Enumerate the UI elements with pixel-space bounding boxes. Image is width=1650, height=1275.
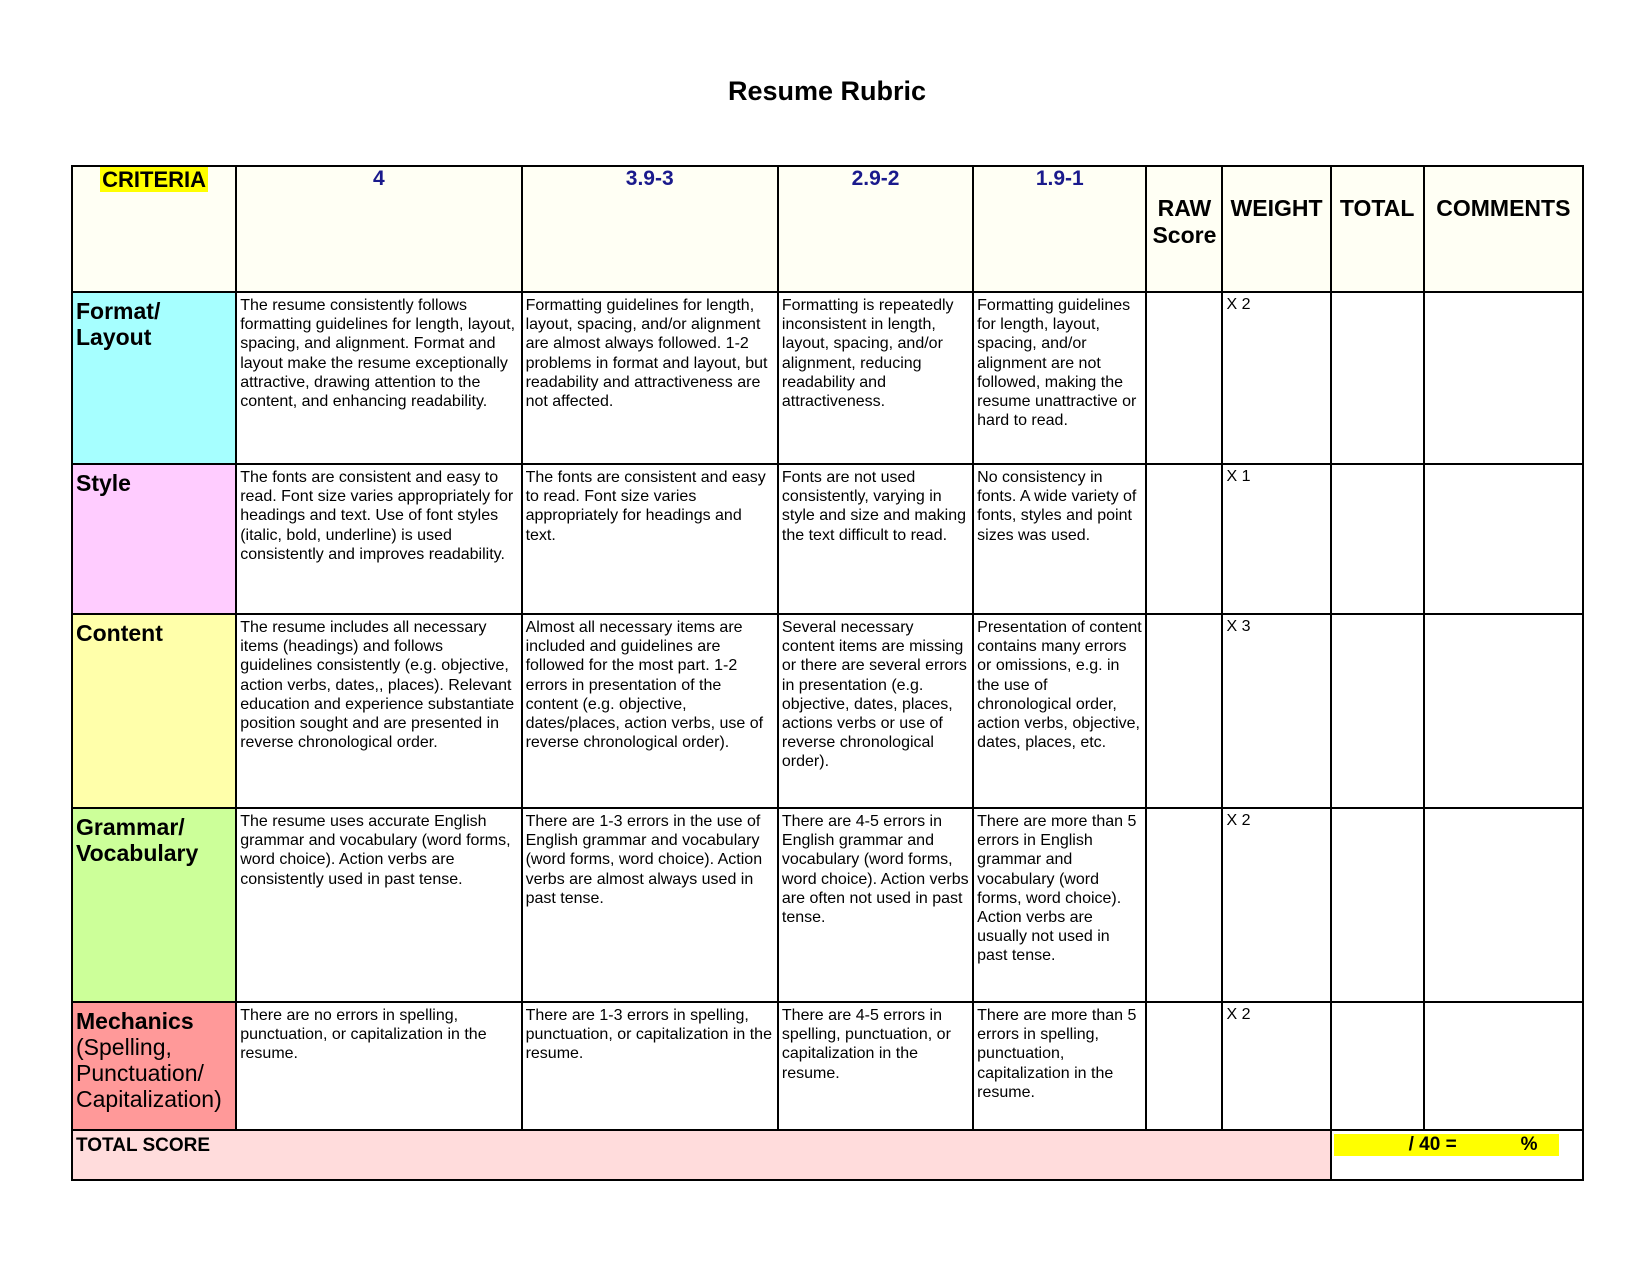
level-header-2: 2.9-2	[778, 166, 973, 292]
rubric-row-grammar	[72, 808, 1583, 1002]
description-cell: No consistency in fonts. A wide variety of fonts, styles and point sizes was used.	[973, 464, 1146, 614]
total-cell[interactable]	[1331, 464, 1424, 614]
criterion-mechanics: Mechanics (Spelling, Punctuation/ Capitalization)	[72, 1002, 236, 1130]
description-cell: Presentation of content contains many errors or omissions, e.g. in the use of chronological order, action verbs, objective, dates, places, etc.	[973, 614, 1146, 808]
description-cell: Several necessary content items are missing or there are several errors in presentation (e.g. objective, dates, places, actions verbs or use of reverse chronological order).	[778, 614, 973, 808]
comments-cell[interactable]	[1424, 1002, 1583, 1130]
rubric-row-content	[72, 614, 1583, 808]
comments-header: COMMENTS	[1424, 166, 1583, 292]
criterion-style: Style	[72, 464, 236, 614]
description-cell: The fonts are consistent and easy to read. Font size varies appropriately for headings and text. Use of font styles (italic, bold, underline) is used consistently and improves readability.	[236, 464, 521, 614]
criterion-grammar: Grammar/ Vocabulary	[72, 808, 236, 1002]
total-score-cell[interactable]	[1331, 1130, 1583, 1180]
total-score-percent: %	[1520, 1134, 1538, 1155]
total-cell[interactable]	[1331, 614, 1424, 808]
description-cell: Almost all necessary items are included and guidelines are followed for the most part. 1-2 errors in presentation of the content (e.g. objective, dates/places, action verbs, use of reverse chronological order).	[522, 614, 778, 808]
comments-cell[interactable]	[1424, 464, 1583, 614]
raw-score-cell[interactable]	[1146, 614, 1222, 808]
total-score-label: TOTAL SCORE	[72, 1130, 1331, 1180]
description-cell: The fonts are consistent and easy to read. Font size varies appropriately for headings and text.	[522, 464, 778, 614]
total-cell[interactable]	[1331, 808, 1424, 1002]
raw-score-cell[interactable]	[1146, 1002, 1222, 1130]
raw-score-header: RAW Score	[1146, 166, 1222, 292]
page-title: Resume Rubric	[727, 76, 927, 106]
description-cell: There are 1-3 errors in spelling, punctuation, or capitalization in the resume.	[522, 1002, 778, 1130]
criterion-content: Content	[72, 614, 236, 808]
description-cell: Formatting is repeatedly inconsistent in length, layout, spacing, and/or alignment, reducing readability and attractiveness.	[778, 292, 973, 464]
description-cell: There are 1-3 errors in the use of English grammar and vocabulary (word forms, word choice). Action verbs are almost always used in past tense.	[522, 808, 778, 1002]
level-header-4: 4	[236, 166, 521, 292]
rubric-table	[71, 165, 1584, 1181]
header-row	[72, 166, 1583, 292]
weight-header: WEIGHT	[1222, 166, 1330, 292]
weight-cell: X 1	[1222, 464, 1330, 614]
raw-score-cell[interactable]	[1146, 464, 1222, 614]
total-cell[interactable]	[1331, 292, 1424, 464]
weight-cell: X 2	[1222, 292, 1330, 464]
comments-cell[interactable]	[1424, 614, 1583, 808]
description-cell: There are more than 5 errors in spelling, punctuation, capitalization in the resume.	[973, 1002, 1146, 1130]
rubric-row-style	[72, 464, 1583, 614]
rubric-row-format	[72, 292, 1583, 464]
description-cell: The resume includes all necessary items (headings) and follows guidelines consistently (e.g. objective, action verbs, dates,, places). Relevant education and experience substantiate position sought and are presented in reverse chronological order.	[236, 614, 521, 808]
description-cell: There are 4-5 errors in spelling, punctuation, or capitalization in the resume.	[778, 1002, 973, 1130]
rubric-row-mechanics	[72, 1002, 1583, 1130]
description-cell: The resume consistently follows formatting guidelines for length, layout, spacing, and alignment. Format and layout make the resume exceptionally attractive, drawing attention to the content, and enhancing readability.	[236, 292, 521, 464]
level-header-3: 3.9-3	[522, 166, 778, 292]
level-header-1: 1.9-1	[973, 166, 1146, 292]
raw-score-cell[interactable]	[1146, 808, 1222, 1002]
raw-score-cell[interactable]	[1146, 292, 1222, 464]
total-cell[interactable]	[1331, 1002, 1424, 1130]
total-score-fraction: / 40 =	[1408, 1134, 1457, 1155]
description-cell: The resume uses accurate English grammar and vocabulary (word forms, word choice). Action verbs are consistently used in past tense.	[236, 808, 521, 1002]
description-cell: There are more than 5 errors in English grammar and vocabulary (word forms, word choice). Action verbs are usually not used in past tense.	[973, 808, 1146, 1002]
description-cell: Fonts are not used consistently, varying in style and size and making the text difficult to read.	[778, 464, 973, 614]
weight-cell: X 2	[1222, 808, 1330, 1002]
criterion-format: Format/ Layout	[72, 292, 236, 464]
weight-cell: X 3	[1222, 614, 1330, 808]
total-header: TOTAL	[1331, 166, 1424, 292]
comments-cell[interactable]	[1424, 808, 1583, 1002]
description-cell: Formatting guidelines for length, layout, spacing, and/or alignment are almost always followed. 1-2 problems in format and layout, but readability and attractiveness are not affected.	[522, 292, 778, 464]
description-cell: There are 4-5 errors in English grammar and vocabulary (word forms, word choice). Action verbs are often not used in past tense.	[778, 808, 973, 1002]
total-score-highlight	[1334, 1134, 1559, 1156]
description-cell: There are no errors in spelling, punctuation, or capitalization in the resume.	[236, 1002, 521, 1130]
weight-cell: X 2	[1222, 1002, 1330, 1130]
comments-cell[interactable]	[1424, 292, 1583, 464]
total-score-row	[72, 1130, 1583, 1180]
criteria-header: CRITERIA	[72, 166, 236, 292]
description-cell: Formatting guidelines for length, layout, spacing, and/or alignment are not followed, making the resume unattractive or hard to read.	[973, 292, 1146, 464]
